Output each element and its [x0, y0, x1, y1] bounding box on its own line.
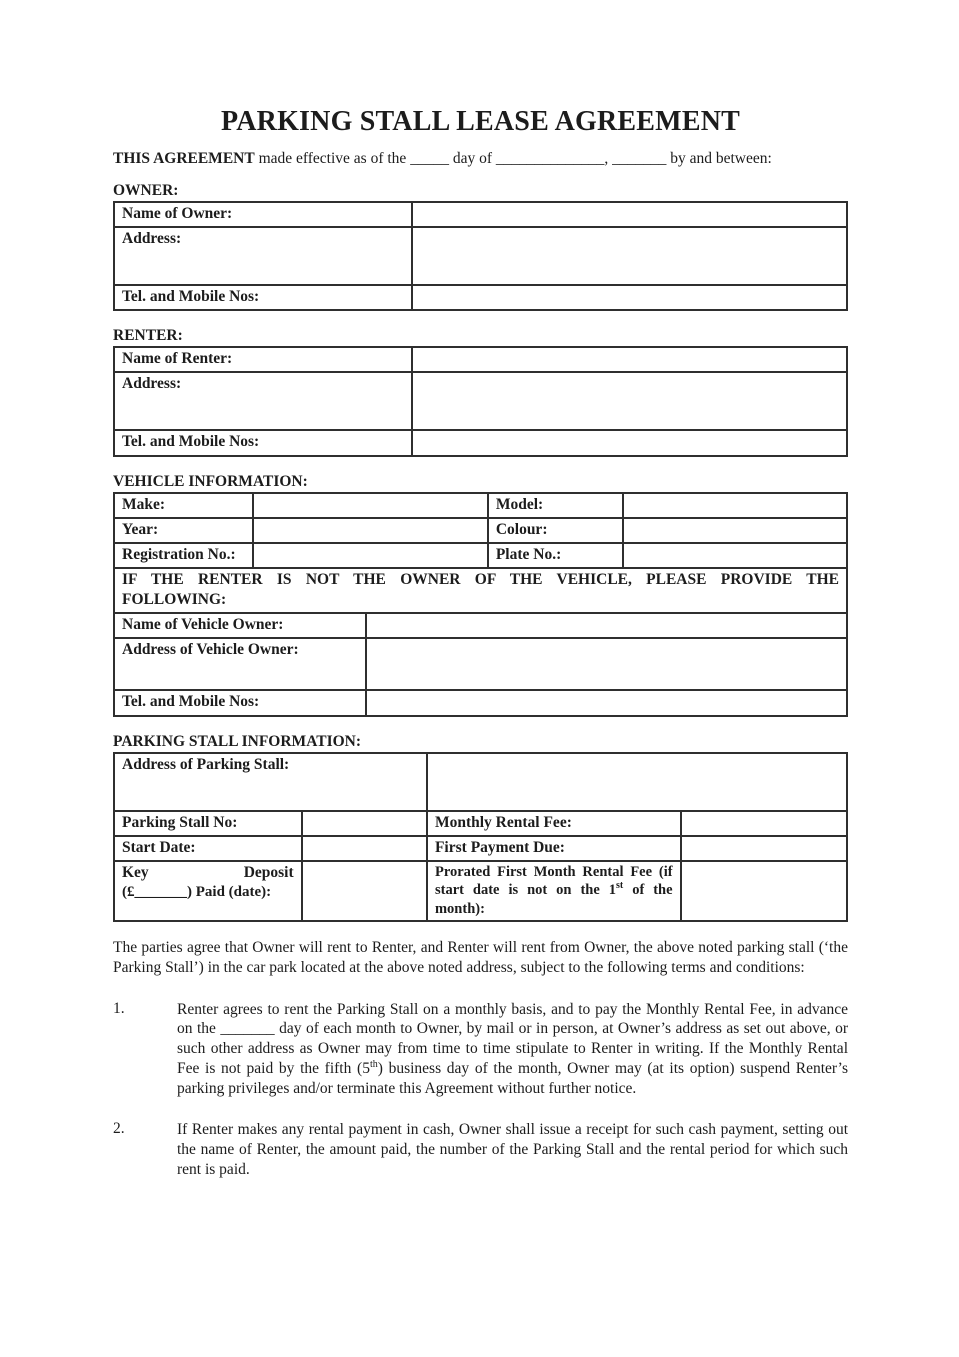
- table-row: [114, 430, 847, 455]
- table-row: [114, 543, 847, 568]
- vehicle-owner-name-label: Name of Vehicle Owner:: [114, 613, 366, 638]
- stall-address-value: [427, 753, 847, 811]
- item-number: 2.: [113, 1120, 125, 1138]
- item1-blank: _______: [220, 1020, 275, 1038]
- vehicle-owner-tel-label: Tel. and Mobile Nos:: [114, 690, 366, 715]
- renter-name-label: Name of Renter:: [114, 347, 412, 372]
- first-payment-value: [681, 836, 847, 861]
- deposit-word: Deposit: [243, 863, 294, 881]
- vehicle-owner-address-value: [366, 638, 847, 690]
- term-item-1: [113, 1000, 848, 1098]
- prorated-text-b: of the month):: [434, 882, 673, 917]
- prorated-fee-value: [681, 861, 847, 922]
- registration-value: [253, 543, 488, 568]
- vehicle-grid-table: [113, 492, 848, 569]
- owner-section: [113, 182, 848, 311]
- key-deposit-line2: (£_______) Paid (date):: [122, 883, 272, 900]
- stall-no-label: Parking Stall No:: [114, 811, 302, 836]
- table-row: [114, 638, 847, 690]
- year-label: Year:: [114, 518, 253, 543]
- owner-tel-value: [412, 285, 847, 310]
- renter-table: [113, 346, 848, 456]
- key-deposit-value: [302, 861, 427, 922]
- model-label: Model:: [488, 493, 624, 518]
- stall-no-value: [302, 811, 427, 836]
- owner-address-value: [412, 227, 847, 285]
- prorated-sup: st: [616, 880, 624, 892]
- vehicle-owner-address-label: Address of Vehicle Owner:: [114, 638, 366, 690]
- make-value: [253, 493, 488, 518]
- page-title: PARKING STALL LEASE AGREEMENT: [221, 106, 740, 137]
- renter-tel-value: [412, 430, 847, 455]
- owner-tel-label: Tel. and Mobile Nos:: [114, 285, 412, 310]
- renter-address-label: Address:: [114, 372, 412, 430]
- first-payment-label: First Payment Due:: [427, 836, 681, 861]
- intro-line: [113, 150, 848, 168]
- table-row: [114, 613, 847, 638]
- blank-month: ______________: [495, 150, 605, 167]
- item1-text-c: ) business day of the month, Owner may (at its option) suspend Renter’s parking privileges and/or terminate this Agreement without further notice.: [177, 1059, 848, 1097]
- vehicle-owner-name-value: [366, 613, 847, 638]
- key-deposit-line1: [122, 863, 294, 883]
- key-word: Key: [122, 863, 149, 881]
- monthly-fee-label: Monthly Rental Fee:: [427, 811, 681, 836]
- colour-value: [623, 518, 847, 543]
- lead-paragraph: The parties agree that Owner will rent to Renter, and Renter will rent from Owner, the above noted parking stall (‘the Parking Stall’) in the car park located at the above noted address, subject to the following terms and conditions:: [113, 939, 848, 977]
- table-row: [114, 836, 847, 861]
- blank-year: _______: [612, 150, 667, 167]
- registration-label: Registration No.:: [114, 543, 253, 568]
- vehicle-heading: VEHICLE INFORMATION:: [113, 472, 308, 490]
- item-number: 1.: [113, 999, 125, 1017]
- colour-label: Colour:: [488, 518, 624, 543]
- stall-heading: PARKING STALL INFORMATION:: [113, 732, 362, 750]
- monthly-fee-value: [681, 811, 847, 836]
- vehicle-notice-table: [113, 567, 848, 614]
- intro-text-b: day of: [448, 150, 496, 167]
- intro-text-c: by and between:: [666, 150, 772, 167]
- intro-text-a: made effective as of the: [254, 150, 411, 167]
- table-row: [114, 227, 847, 285]
- intro-bold: THIS AGREEMENT: [113, 150, 255, 167]
- model-value: [623, 493, 847, 518]
- owner-name-value: [412, 202, 847, 227]
- plate-label: Plate No.:: [488, 543, 624, 568]
- renter-tel-label: Tel. and Mobile Nos:: [114, 430, 412, 455]
- table-row: [114, 372, 847, 430]
- prorated-text-a: Prorated First Month Rental Fee (if start date is not on the 1: [434, 863, 673, 899]
- owner-name-label: Name of Owner:: [114, 202, 412, 227]
- owner-table: [113, 201, 848, 311]
- renter-section: [113, 327, 848, 456]
- stall-detail-table: [113, 810, 848, 923]
- table-row: [114, 347, 847, 372]
- table-row: [114, 202, 847, 227]
- renter-address-value: [412, 372, 847, 430]
- renter-heading: RENTER:: [113, 327, 183, 345]
- prorated-fee-label: [427, 861, 681, 922]
- owner-heading: OWNER:: [113, 182, 179, 199]
- make-label: Make:: [114, 493, 253, 518]
- start-date-value: [302, 836, 427, 861]
- intro-comma: ,: [604, 150, 613, 167]
- item1-text-a: Renter agrees to rent the Parking Stall on a monthly basis, and to pay the Monthly Rental Fee, in advance on the: [177, 1000, 848, 1038]
- table-row: [114, 861, 847, 922]
- vehicle-owner-tel-value: [366, 690, 847, 715]
- table-row: [114, 811, 847, 836]
- item1-text-b: day of each month to Owner, by mail or in person, at Owner’s address as set out above, or such other address as Owner may from time to time stipulate to Renter in writing. If the Monthly Rental Fee is not paid by the fifth (5: [177, 1020, 848, 1077]
- plate-value: [623, 543, 847, 568]
- start-date-label: Start Date:: [114, 836, 302, 861]
- table-row: [114, 568, 847, 613]
- owner-address-label: Address:: [114, 227, 412, 285]
- table-row: [114, 493, 847, 518]
- stall-section: [113, 733, 848, 923]
- key-deposit-label: [114, 861, 302, 922]
- table-row: [114, 690, 847, 715]
- table-row: [114, 518, 847, 543]
- vehicle-section: [113, 473, 848, 717]
- vehicle-owner-table: [113, 612, 848, 716]
- table-row: [114, 285, 847, 310]
- renter-name-value: [412, 347, 847, 372]
- blank-day: _____: [410, 150, 449, 167]
- term-item-2: [113, 1120, 848, 1179]
- item-text: [177, 1000, 848, 1098]
- year-value: [253, 518, 488, 543]
- table-row: [114, 753, 847, 811]
- item-text: If Renter makes any rental payment in cash, Owner shall issue a receipt for such cash payment, setting out the name of Renter, the amount paid, the number of the Parking Stall and the rental period for which such rent is paid.: [177, 1121, 848, 1178]
- item1-sup: th: [369, 1058, 378, 1070]
- stall-address-table: [113, 752, 848, 812]
- stall-address-label: Address of Parking Stall:: [114, 753, 427, 811]
- vehicle-notice-text: IF THE RENTER IS NOT THE OWNER OF THE VEHICLE, PLEASE PROVIDE THE FOLLOWING:: [114, 568, 847, 613]
